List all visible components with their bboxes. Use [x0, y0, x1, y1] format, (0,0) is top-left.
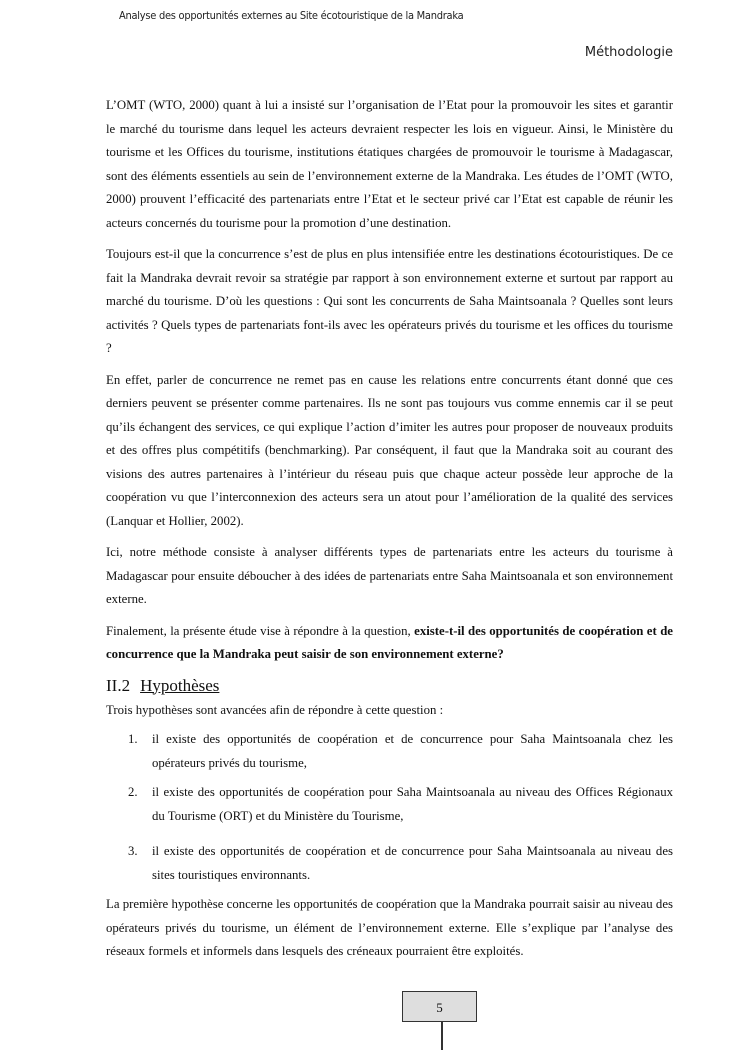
paragraph: L’OMT (WTO, 2000) quant à lui a insisté sur l’organisation de l’Etat pour la promouvoir les sites et garantir le marché du tourisme dans lequel les acteurs devraient respecter les lois en vigueur. Ainsi, le Ministère du tourisme et les Offices du tourisme, institutions étatiques chargées de promouvoir le tourisme à Madagascar, sont des éléments essentiels au sein de l’environnement externe de la Mandraka. Les études de l’OMT (WTO, 2000) prouvent l’efficacité des partenariats entre l’Etat et le secteur privé car l’Etat est capable de réunir les acteurs concernés du tourisme pour la promotion d’une destination.: [106, 98, 673, 230]
paragraph: Toujours est-il que la concurrence s’est de plus en plus intensifiée entre les destinations écotouristiques. De ce fait la Mandraka devrait revoir sa stratégie par rapport à son environnement externe et surtout par rapport au marché du tourisme. D’où les questions : Qui sont les concurrents de Saha Maintsoanala ? Quelles sont leurs activités ? Quels types de partenariats font-ils avec les opérateurs privés du tourisme et les offices du tourisme ?: [106, 247, 673, 355]
document-body: [106, 94, 673, 964]
section-title: Hypothèses: [140, 675, 220, 695]
list-item: [106, 728, 673, 775]
list-item-number: 3.: [128, 844, 138, 858]
page-number: 5: [402, 991, 477, 1022]
hypotheses-intro: Trois hypothèses sont avancées afin de répondre à cette question :: [106, 702, 444, 717]
final-paragraph-text: Finalement, la présente étude vise à répondre à la question,: [106, 623, 415, 638]
research-question: existe-t-il des opportunités de coopération et de concurrence que la Mandraka peut saisir de son environnement externe?: [106, 623, 673, 661]
paragraph: En effet, parler de concurrence ne remet pas en cause les relations entre concurrents étant donné que ces derniers peuvent se présenter comme partenaires. Ils ne sont pas toujours vus comme ennemis car il se peut qu’ils échangent des services, ce qui explique l’action d’imiter les autres pour proposer de nouveaux produits et des offres plus compétitifs (benchmarking). Par conséquent, il faut que la Mandraka soit au courant des visions des autres partenaires à l’intérieur du réseau puis que chaque acteur possède leur approche de la coopération vu que l’interconnexion des acteurs sera un atout pour l’amélioration de la qualité des services (Lanquar et Hollier, 2002).: [106, 372, 673, 528]
paragraph: Ici, notre méthode consiste à analyser différents types de partenariats entre les acteurs du tourisme à Madagascar pour ensuite déboucher à des idées de partenariats entre Saha Maintsoanala et son environnement externe.: [106, 545, 673, 606]
list-item-text: il existe des opportunités de coopération pour Saha Maintsoanala au niveau des Offices Régionaux du Tourisme (ORT) et du Ministère du Tourisme,: [152, 785, 673, 823]
hypotheses-list: [106, 728, 673, 887]
list-item-number: 2.: [128, 785, 138, 799]
list-item: [106, 840, 673, 887]
list-item-text: il existe des opportunités de coopération et de concurrence pour Saha Maintsoanala chez les opérateurs privés du tourisme,: [152, 732, 673, 770]
page-number-stem: [441, 1022, 443, 1050]
closing-paragraph: La première hypothèse concerne les opportunités de coopération que la Mandraka pourrait saisir au niveau des opérateurs privés du tourisme, un élément de l’environnement externe. Elle s’explique par l’analyse des réseaux formels et informels dans lesquels des créneaux pourraient être exploités.: [106, 897, 673, 958]
running-header-title: Analyse des opportunités externes au Site écotouristique de la Mandraka: [119, 9, 464, 22]
list-item-text: il existe des opportunités de coopération et de concurrence pour Saha Maintsoanala au niveau des sites touristiques environnants.: [152, 844, 673, 882]
section-heading: [106, 675, 673, 697]
list-item-number: 1.: [128, 732, 138, 746]
final-paragraph: [106, 620, 673, 667]
list-item: [106, 781, 673, 828]
running-header-section: Méthodologie: [584, 45, 673, 60]
section-number: II.2: [106, 675, 131, 695]
